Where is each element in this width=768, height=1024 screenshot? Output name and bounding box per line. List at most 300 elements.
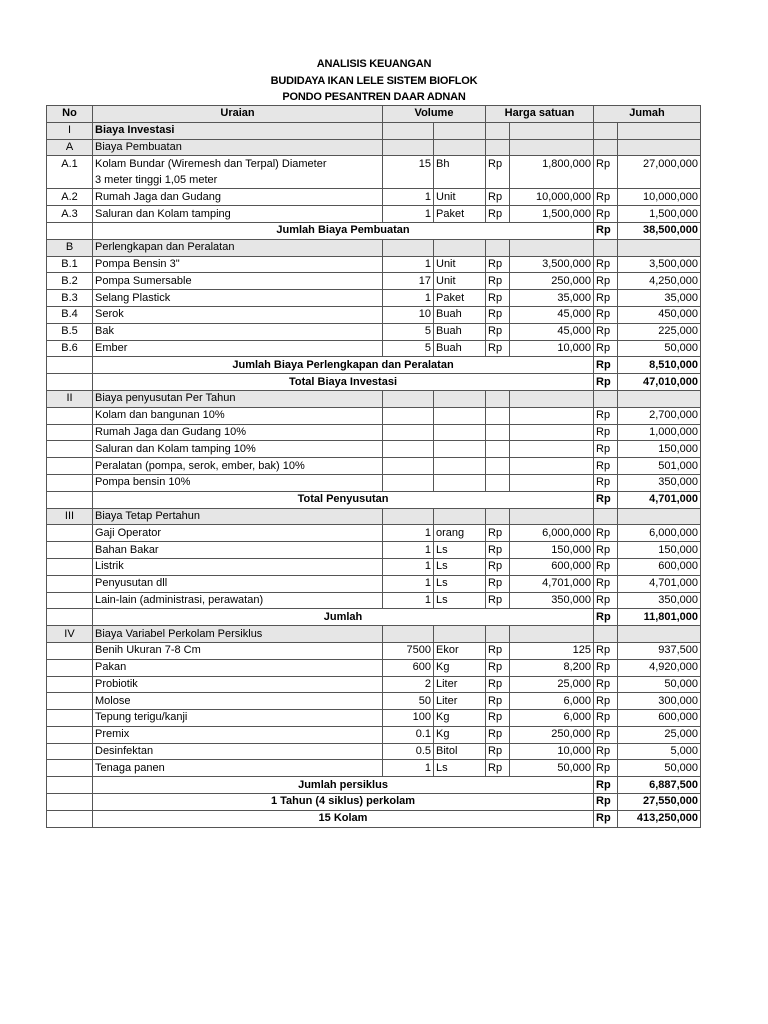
amount: 4,250,000 [618,273,701,290]
financial-analysis-table [46,105,701,828]
header-uraian: Uraian [93,106,383,123]
empty-cell [594,122,618,139]
empty-cell [383,508,434,525]
currency-label: Rp [486,743,510,760]
currency-label [486,424,510,441]
unit: Liter [434,693,486,710]
row-no [47,676,93,693]
section-header-row [47,239,701,256]
header-volume: Volume [383,106,486,123]
currency-label: Rp [594,542,618,559]
section-header-row [47,508,701,525]
table-row [47,676,701,693]
subtotal-label: Total Penyusutan [93,491,594,508]
currency-label: Rp [594,659,618,676]
table-row [47,542,701,559]
quantity: 50 [383,693,434,710]
table-row [47,642,701,659]
currency-label: Rp [594,710,618,727]
currency-label: Rp [594,794,618,811]
empty-cell [594,508,618,525]
subtotal-amount: 27,550,000 [618,794,701,811]
item-description: Peralatan (pompa, serok, ember, bak) 10% [93,458,383,475]
empty-cell [618,390,701,407]
currency-label: Rp [594,189,618,206]
amount: 35,000 [618,290,701,307]
currency-label: Rp [594,558,618,575]
unit [434,441,486,458]
row-no: B.3 [47,290,93,307]
unit-price [510,474,594,491]
row-no [47,542,93,559]
currency-label: Rp [486,156,510,189]
row-no [47,424,93,441]
unit: Ls [434,760,486,777]
item-description [93,156,383,189]
unit: Bitol [434,743,486,760]
empty-cell [434,626,486,643]
currency-label: Rp [486,676,510,693]
currency-label: Rp [594,222,618,239]
unit-price: 6,000,000 [510,525,594,542]
table-row [47,558,701,575]
empty-cell [510,508,594,525]
unit-price: 125 [510,642,594,659]
amount: 3,500,000 [618,256,701,273]
unit: Kg [434,710,486,727]
empty-cell [618,239,701,256]
header-harga-satuan: Harga satuan [486,106,594,123]
unit-price: 3,500,000 [510,256,594,273]
item-description: Ember [93,340,383,357]
unit: Unit [434,273,486,290]
row-no: B.4 [47,306,93,323]
section-header-row [47,122,701,139]
currency-label: Rp [486,592,510,609]
unit-price: 1,800,000 [510,156,594,189]
unit-price: 4,701,000 [510,575,594,592]
unit: Buah [434,306,486,323]
row-no [47,743,93,760]
section-title: Biaya Investasi [93,122,383,139]
empty-cell [383,139,434,156]
currency-label: Rp [486,693,510,710]
quantity: 17 [383,273,434,290]
unit-price: 10,000 [510,743,594,760]
currency-label: Rp [594,340,618,357]
currency-label: Rp [486,306,510,323]
unit-price: 10,000 [510,340,594,357]
currency-label: Rp [594,374,618,391]
quantity: 0.1 [383,726,434,743]
row-no [47,357,93,374]
unit: Paket [434,206,486,223]
item-description: Saluran dan Kolam tamping 10% [93,441,383,458]
currency-label: Rp [486,273,510,290]
row-no [47,726,93,743]
amount: 501,000 [618,458,701,475]
subtotal-amount: 11,801,000 [618,609,701,626]
unit: Buah [434,323,486,340]
currency-label: Rp [594,777,618,794]
unit: Kg [434,659,486,676]
table-row [47,189,701,206]
unit-price: 6,000 [510,693,594,710]
unit-price [510,424,594,441]
amount: 4,920,000 [618,659,701,676]
amount: 450,000 [618,306,701,323]
subtotal-amount: 8,510,000 [618,357,701,374]
amount: 25,000 [618,726,701,743]
row-no [47,777,93,794]
currency-label: Rp [594,525,618,542]
unit: Liter [434,676,486,693]
item-description: Gaji Operator [93,525,383,542]
report-organization: PONDO PESANTREN DAAR ADNAN [282,91,466,103]
unit [434,458,486,475]
row-no [47,794,93,811]
row-no [47,458,93,475]
item-description: Serok [93,306,383,323]
amount: 350,000 [618,592,701,609]
unit-price: 350,000 [510,592,594,609]
subtotal-label: 15 Kolam [93,810,594,827]
empty-cell [510,122,594,139]
amount: 1,000,000 [618,424,701,441]
currency-label: Rp [594,743,618,760]
currency-label: Rp [594,760,618,777]
quantity: 1 [383,256,434,273]
empty-cell [594,390,618,407]
empty-cell [510,139,594,156]
empty-cell [383,239,434,256]
unit-price [510,407,594,424]
currency-label: Rp [486,659,510,676]
section-title: Biaya penyusutan Per Tahun [93,390,383,407]
row-no: I [47,122,93,139]
row-no [47,474,93,491]
empty-cell [510,390,594,407]
section-header-row [47,390,701,407]
table-row [47,710,701,727]
currency-label: Rp [594,693,618,710]
unit-price: 35,000 [510,290,594,307]
empty-cell [510,626,594,643]
section-title: Biaya Pembuatan [93,139,383,156]
quantity: 1 [383,575,434,592]
unit-price: 10,000,000 [510,189,594,206]
currency-label: Rp [594,575,618,592]
subtotal-label: Jumlah persiklus [93,777,594,794]
unit-price: 150,000 [510,542,594,559]
item-description: Molose [93,693,383,710]
table-row [47,306,701,323]
item-description: Listrik [93,558,383,575]
section-title: Biaya Variabel Perkolam Persiklus [93,626,383,643]
amount: 225,000 [618,323,701,340]
subtotal-label: 1 Tahun (4 siklus) perkolam [93,794,594,811]
currency-label: Rp [594,407,618,424]
table-row [47,323,701,340]
quantity [383,474,434,491]
currency-label: Rp [486,206,510,223]
item-description: Tenaga panen [93,760,383,777]
currency-label: Rp [486,256,510,273]
row-no: B.5 [47,323,93,340]
currency-label: Rp [594,306,618,323]
quantity: 1 [383,542,434,559]
header-jumlah: Jumah [594,106,701,123]
row-no [47,659,93,676]
currency-label: Rp [486,558,510,575]
unit: Ls [434,592,486,609]
amount: 50,000 [618,760,701,777]
unit-price: 50,000 [510,760,594,777]
empty-cell [434,508,486,525]
empty-cell [486,390,510,407]
row-no: B.2 [47,273,93,290]
empty-cell [434,139,486,156]
amount: 27,000,000 [618,156,701,189]
unit: Bh [434,156,486,189]
currency-label [486,458,510,475]
row-no [47,525,93,542]
amount: 150,000 [618,542,701,559]
section-title: Perlengkapan dan Peralatan [93,239,383,256]
currency-label [486,474,510,491]
unit: Unit [434,189,486,206]
quantity: 15 [383,156,434,189]
row-no: B.6 [47,340,93,357]
currency-label: Rp [486,290,510,307]
quantity: 1 [383,592,434,609]
currency-label [486,407,510,424]
quantity: 1 [383,525,434,542]
empty-cell [486,626,510,643]
unit: Ls [434,558,486,575]
table-row [47,156,701,189]
item-description: Pakan [93,659,383,676]
unit-price: 600,000 [510,558,594,575]
header-no: No [47,106,93,123]
currency-label: Rp [486,575,510,592]
table-row [47,458,701,475]
currency-label: Rp [594,424,618,441]
currency-label: Rp [594,290,618,307]
subtotal-amount: 38,500,000 [618,222,701,239]
currency-label: Rp [486,710,510,727]
table-row [47,256,701,273]
currency-label: Rp [594,609,618,626]
currency-label: Rp [594,256,618,273]
row-no: III [47,508,93,525]
amount: 4,701,000 [618,575,701,592]
item-description: Benih Ukuran 7-8 Cm [93,642,383,659]
item-description: Rumah Jaga dan Gudang 10% [93,424,383,441]
unit [434,407,486,424]
currency-label: Rp [594,206,618,223]
row-no: A.1 [47,156,93,189]
unit: Buah [434,340,486,357]
quantity: 600 [383,659,434,676]
currency-label: Rp [594,357,618,374]
currency-label: Rp [486,525,510,542]
item-description: Probiotik [93,676,383,693]
amount: 6,000,000 [618,525,701,542]
row-no [47,575,93,592]
quantity [383,424,434,441]
row-no: A.2 [47,189,93,206]
table-row [47,575,701,592]
table-row [47,290,701,307]
empty-cell [510,239,594,256]
amount: 50,000 [618,676,701,693]
row-no [47,374,93,391]
subtotal-row [47,491,701,508]
row-no [47,558,93,575]
amount: 50,000 [618,340,701,357]
empty-cell [486,122,510,139]
table-row [47,592,701,609]
section-header-row [47,139,701,156]
empty-cell [618,626,701,643]
currency-label [486,441,510,458]
row-no [47,710,93,727]
row-no [47,642,93,659]
row-no: IV [47,626,93,643]
quantity [383,458,434,475]
subtotal-row [47,609,701,626]
empty-cell [434,390,486,407]
section-title: Biaya Tetap Pertahun [93,508,383,525]
subtotal-label: Total Biaya Investasi [93,374,594,391]
subtotal-row [47,777,701,794]
currency-label: Rp [594,642,618,659]
table-row [47,407,701,424]
item-description: Kolam dan bangunan 10% [93,407,383,424]
table-body [47,122,701,827]
table-row [47,743,701,760]
row-no [47,592,93,609]
currency-label: Rp [594,474,618,491]
subtotal-amount: 4,701,000 [618,491,701,508]
item-description: Pompa bensin 10% [93,474,383,491]
unit: Ls [434,542,486,559]
empty-cell [434,122,486,139]
subtotal-row [47,374,701,391]
report-title: ANALISIS KEUANGAN [316,58,432,70]
subtotal-amount: 47,010,000 [618,374,701,391]
item-description: Desinfektan [93,743,383,760]
unit: Unit [434,256,486,273]
currency-label: Rp [486,340,510,357]
amount: 150,000 [618,441,701,458]
unit-price [510,441,594,458]
table-header-row [47,106,701,123]
currency-label: Rp [486,760,510,777]
currency-label: Rp [594,458,618,475]
subtotal-amount: 413,250,000 [618,810,701,827]
currency-label: Rp [594,491,618,508]
unit-price: 250,000 [510,726,594,743]
subtotal-row [47,810,701,827]
item-description: Premix [93,726,383,743]
row-no [47,491,93,508]
unit-price: 25,000 [510,676,594,693]
quantity: 0.5 [383,743,434,760]
empty-cell [486,139,510,156]
amount: 600,000 [618,710,701,727]
empty-cell [618,508,701,525]
table-row [47,760,701,777]
item-description: Saluran dan Kolam tamping [93,206,383,223]
subtotal-label: Jumlah Biaya Pembuatan [93,222,594,239]
empty-cell [594,626,618,643]
quantity: 1 [383,290,434,307]
row-no: A [47,139,93,156]
subtotal-row [47,222,701,239]
quantity: 1 [383,206,434,223]
currency-label: Rp [594,323,618,340]
table-row [47,340,701,357]
report-subtitle: BUDIDAYA IKAN LELE SISTEM BIOFLOK [270,75,478,87]
quantity: 5 [383,340,434,357]
unit-price: 1,500,000 [510,206,594,223]
section-header-row [47,626,701,643]
table-row [47,726,701,743]
unit-price: 8,200 [510,659,594,676]
currency-label: Rp [594,592,618,609]
empty-cell [594,139,618,156]
row-no [47,441,93,458]
table-row [47,424,701,441]
item-description-line-2: 3 meter tinggi 1,05 meter [95,174,218,187]
row-no [47,693,93,710]
unit [434,424,486,441]
item-description: Bak [93,323,383,340]
row-no: B [47,239,93,256]
quantity: 100 [383,710,434,727]
currency-label: Rp [486,189,510,206]
table-row [47,273,701,290]
table-row [47,693,701,710]
amount: 1,500,000 [618,206,701,223]
unit-price [510,458,594,475]
item-description-line-1: Kolam Bundar (Wiremesh dan Terpal) Diameter [95,158,327,171]
empty-cell [618,139,701,156]
row-no [47,407,93,424]
empty-cell [383,122,434,139]
amount: 300,000 [618,693,701,710]
item-description: Lain-lain (administrasi, perawatan) [93,592,383,609]
amount: 2,700,000 [618,407,701,424]
amount: 600,000 [618,558,701,575]
quantity: 1 [383,189,434,206]
row-no [47,810,93,827]
subtotal-amount: 6,887,500 [618,777,701,794]
row-no [47,222,93,239]
item-description: Rumah Jaga dan Gudang [93,189,383,206]
unit: Paket [434,290,486,307]
quantity: 7500 [383,642,434,659]
amount: 5,000 [618,743,701,760]
row-no: II [47,390,93,407]
unit: orang [434,525,486,542]
row-no: B.1 [47,256,93,273]
amount: 350,000 [618,474,701,491]
item-description: Pompa Bensin 3" [93,256,383,273]
table-row [47,525,701,542]
